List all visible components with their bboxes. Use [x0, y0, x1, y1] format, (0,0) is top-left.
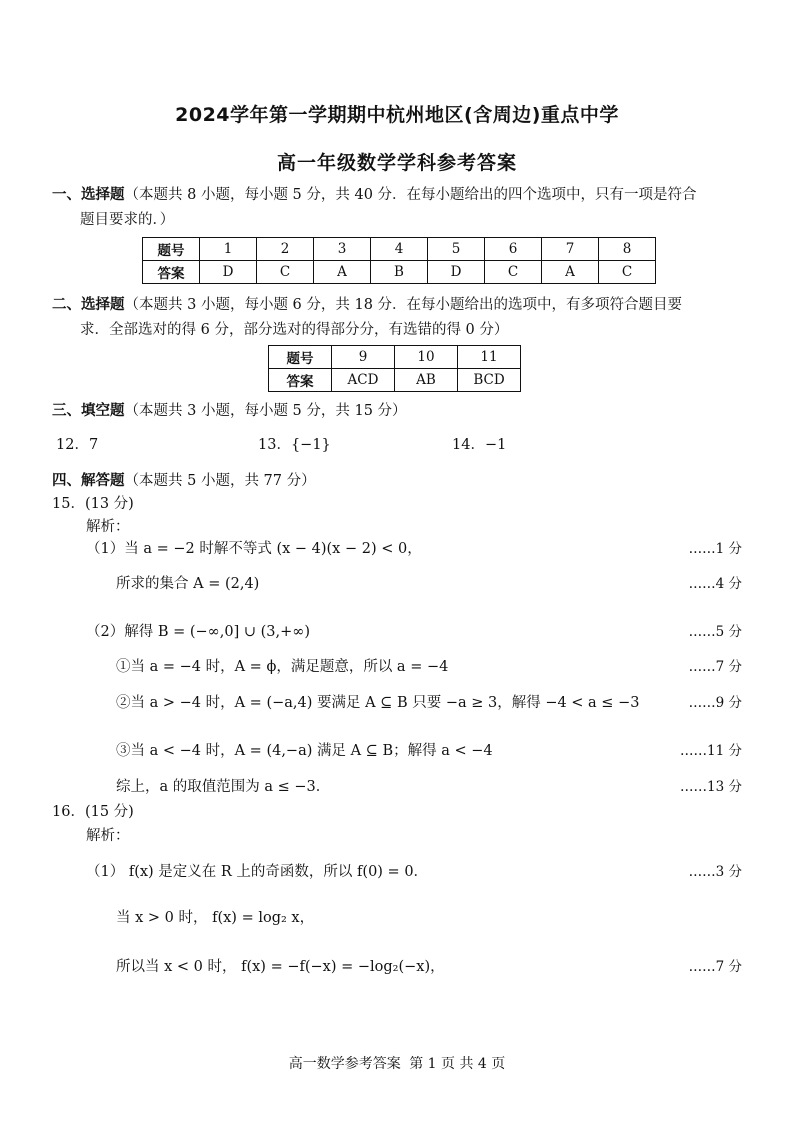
table-cell: D	[200, 261, 257, 284]
table-cell: A	[542, 261, 599, 284]
q15-heading: 15．(13 分)	[52, 496, 134, 512]
table-header-cell: 题号	[269, 346, 332, 369]
page-title: 2024学年第一学期期中杭州地区(含周边)重点中学	[175, 104, 619, 126]
section-3-label: 三、填空题	[52, 403, 125, 419]
table-row	[269, 346, 521, 369]
table-cell: 2	[257, 238, 314, 261]
q15-score-2: ……4 分	[688, 576, 742, 592]
table-header-cell: 答案	[143, 261, 200, 284]
table-cell: 10	[395, 346, 458, 369]
q16-score-3: ……7 分	[688, 959, 742, 975]
table-cell: D	[428, 261, 485, 284]
section-4-line	[52, 469, 316, 493]
q15-score-5: ……9 分	[688, 695, 742, 711]
section-2-label: 二、选择题	[52, 297, 125, 313]
q15-line-2: 所求的集合 A = (2,4)	[116, 576, 260, 592]
q16-line-3: 所以当 x < 0 时， f(x) = −f(−x) = −log₂(−x)，	[116, 959, 445, 975]
q16-line-2: 当 x > 0 时， f(x) = log₂ x，	[116, 910, 315, 926]
table-cell: B	[371, 261, 428, 284]
table-cell: A	[314, 261, 371, 284]
table-cell: 7	[542, 238, 599, 261]
section-2-desc-cont: 求．全部选对的得 6 分，部分选对的得部分分，有选错的得 0 分）	[80, 322, 509, 338]
q15-score-3: ……5 分	[688, 624, 742, 640]
table-cell: 4	[371, 238, 428, 261]
q15-line-7: 综上，a 的取值范围为 a ≤ −3．	[116, 779, 331, 795]
q15-line-6: ③当 a < −4 时，A = (4,−a) 满足 A ⊆ B；解得 a < −4	[116, 743, 493, 759]
section-1-desc-cont: 题目要求的．）	[80, 212, 175, 228]
table-cell: 3	[314, 238, 371, 261]
answer-13: 13．{−1}	[258, 437, 331, 453]
table-row	[143, 238, 656, 261]
table-cell: 6	[485, 238, 542, 261]
section-4-desc: （本题共 5 小题，共 77 分）	[124, 473, 316, 489]
table-cell: 5	[428, 238, 485, 261]
section-1-line1	[52, 183, 697, 207]
q15-analysis-label: 解析：	[86, 519, 130, 535]
table-cell: C	[599, 261, 656, 284]
table-header-cell: 答案	[269, 369, 332, 392]
q16-analysis-label: 解析：	[86, 828, 130, 844]
q16-heading: 16．(15 分)	[52, 804, 134, 820]
table-cell: C	[257, 261, 314, 284]
q15-line-3: （2）解得 B = (−∞,0] ∪ (3,+∞)	[86, 624, 310, 640]
table-cell: 1	[200, 238, 257, 261]
table-cell: AB	[395, 369, 458, 392]
table-header-cell: 题号	[143, 238, 200, 261]
q15-line-5: ②当 a > −4 时，A = (−a,4) 要满足 A ⊆ B 只要 −a ≥ 3，解得 −4 < a ≤ −3	[116, 695, 640, 711]
q15-score-7: ……13 分	[680, 779, 742, 795]
section-1-desc: （本题共 8 小题，每小题 5 分，共 40 分．在每小题给出的四个选项中，只有一项是符合	[124, 187, 697, 203]
table-row	[269, 369, 521, 392]
q15-line-1: （1）当 a = −2 时解不等式 (x − 4)(x − 2) < 0，	[86, 541, 422, 557]
table-cell: 8	[599, 238, 656, 261]
section-1-label: 一、选择题	[52, 187, 125, 203]
q15-score-6: ……11 分	[680, 743, 742, 759]
table-cell: C	[485, 261, 542, 284]
q16-score-1: ……3 分	[688, 864, 742, 880]
section-3-line	[52, 399, 407, 423]
section-3-desc: （本题共 3 小题，每小题 5 分，共 15 分）	[124, 403, 407, 419]
table-cell: 11	[458, 346, 521, 369]
page-footer	[0, 1053, 794, 1073]
answer-14: 14．−1	[452, 437, 507, 453]
table-row	[143, 261, 656, 284]
q15-score-1: ……1 分	[688, 541, 742, 557]
q16-line-1: （1） f(x) 是定义在 R 上的奇函数，所以 f(0) = 0．	[86, 864, 429, 880]
answer-table-multi	[268, 345, 521, 392]
section-2-line1	[52, 293, 682, 317]
table-cell: 9	[332, 346, 395, 369]
answer-12: 12．7	[56, 437, 99, 453]
section-4-label: 四、解答题	[52, 473, 125, 489]
q15-score-4: ……7 分	[688, 659, 742, 675]
footer-doc-name: 高一数学参考答案	[288, 1056, 401, 1072]
table-cell: BCD	[458, 369, 521, 392]
section-2-desc: （本题共 3 小题，每小题 6 分，共 18 分．在每小题给出的选项中，有多项符合题目要	[124, 297, 683, 313]
footer-page-number: 第 1 页 共 4 页	[409, 1056, 506, 1072]
answer-table-mc	[142, 237, 656, 284]
table-cell: ACD	[332, 369, 395, 392]
page-subtitle: 高一年级数学学科参考答案	[276, 152, 517, 174]
q15-line-4: ①当 a = −4 时，A = ϕ，满足题意，所以 a = −4	[116, 659, 449, 675]
